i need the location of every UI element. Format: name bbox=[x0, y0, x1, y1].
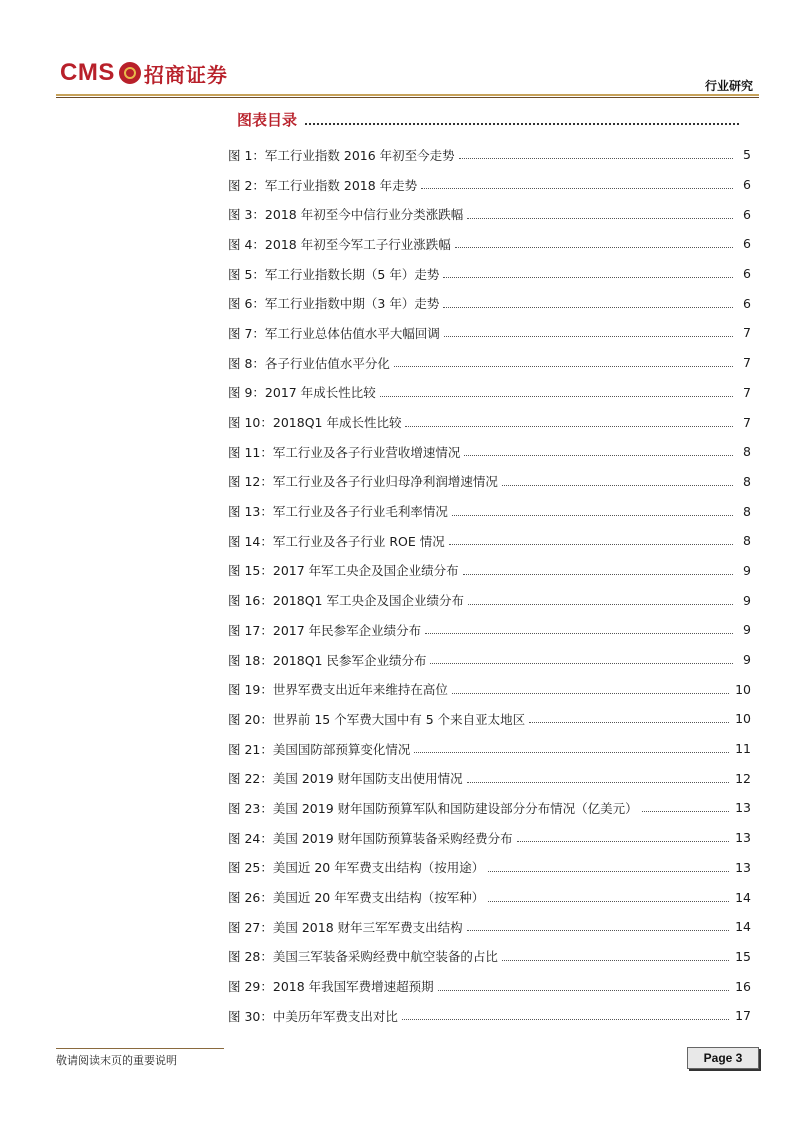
toc-entry-leader bbox=[455, 247, 733, 248]
toc-entry[interactable] bbox=[228, 526, 751, 556]
toc-entry-page: 6 bbox=[743, 206, 751, 222]
logo-emblem-icon bbox=[119, 62, 141, 84]
toc-entry-page: 13 bbox=[735, 800, 751, 816]
toc-entry-leader bbox=[443, 307, 733, 308]
toc-entry-label: 图 14：军工行业及各子行业 ROE 情况 bbox=[228, 533, 445, 549]
toc-title-leader bbox=[305, 123, 739, 125]
toc-entry[interactable] bbox=[228, 674, 751, 704]
toc-entry-leader bbox=[402, 1019, 729, 1020]
toc-entry[interactable] bbox=[228, 556, 751, 586]
toc-entry-leader bbox=[488, 901, 729, 902]
toc-entry-label: 图 28：美国三军装备采购经费中航空装备的占比 bbox=[228, 949, 498, 965]
toc-entry-page: 12 bbox=[735, 770, 751, 786]
toc-entry-page: 13 bbox=[735, 830, 751, 846]
page-number-badge: Page 3 bbox=[687, 1047, 759, 1069]
toc-entry-label: 图 2：军工行业指数 2018 年走势 bbox=[228, 177, 418, 193]
toc-entry[interactable] bbox=[228, 378, 751, 408]
toc-title: 图表目录 bbox=[237, 111, 298, 129]
toc-entry[interactable] bbox=[228, 437, 751, 467]
toc-entry-leader bbox=[467, 218, 733, 219]
toc-entry[interactable] bbox=[228, 912, 751, 942]
toc-entry-label: 图 23：美国 2019 财年国防预算军队和国防建设部分分布情况（亿美元） bbox=[228, 800, 638, 816]
toc-entry[interactable] bbox=[228, 704, 751, 734]
toc-title-row bbox=[237, 108, 739, 130]
toc-entry-label: 图 24：美国 2019 财年国防预算装备采购经费分布 bbox=[228, 830, 513, 846]
toc-entry-page: 7 bbox=[743, 384, 751, 400]
logo-latin-text: CMS bbox=[60, 59, 115, 86]
toc-entry[interactable] bbox=[228, 942, 751, 972]
toc-entry-label: 图 26：美国近 20 年军费支出结构（按军种） bbox=[228, 890, 485, 906]
toc-entry[interactable] bbox=[228, 645, 751, 675]
toc-entry[interactable] bbox=[228, 823, 751, 853]
toc-entry-leader bbox=[380, 396, 733, 397]
toc-entry[interactable] bbox=[228, 348, 751, 378]
toc-entry-page: 9 bbox=[743, 592, 751, 608]
toc-entry[interactable] bbox=[228, 734, 751, 764]
toc-entry-label: 图 3：2018 年初至今中信行业分类涨跌幅 bbox=[228, 207, 464, 223]
toc-entry-page: 7 bbox=[743, 355, 751, 371]
toc-entry-page: 13 bbox=[735, 859, 751, 875]
toc-entry-page: 8 bbox=[743, 533, 751, 549]
report-category: 行业研究 bbox=[704, 79, 753, 93]
toc-entry-label: 图 7：军工行业总体估值水平大幅回调 bbox=[228, 325, 440, 341]
toc-entry-page: 15 bbox=[735, 948, 751, 964]
toc-entry-label: 图 29：2018 年我国军费增速超预期 bbox=[228, 979, 434, 995]
toc-entry-page: 7 bbox=[743, 414, 751, 430]
toc-entry-leader bbox=[452, 693, 729, 694]
toc-entry-label: 图 19：世界军费支出近年来维持在高位 bbox=[228, 682, 448, 698]
toc-entry-leader bbox=[467, 782, 729, 783]
toc-entry-label: 图 16：2018Q1 军工央企及国企业绩分布 bbox=[228, 593, 464, 609]
toc-entry-page: 10 bbox=[735, 711, 751, 727]
toc-entry[interactable] bbox=[228, 199, 751, 229]
toc-entry-leader bbox=[425, 633, 733, 634]
toc-entry-leader bbox=[452, 515, 733, 516]
toc-entry-label: 图 5：军工行业指数长期（5 年）走势 bbox=[228, 266, 440, 282]
toc-entry-label: 图 8：各子行业估值水平分化 bbox=[228, 355, 390, 371]
toc-entry-leader bbox=[449, 544, 733, 545]
toc-entry-leader bbox=[502, 960, 729, 961]
toc-entry[interactable] bbox=[228, 467, 751, 497]
toc-entry-leader bbox=[421, 188, 733, 189]
toc-entry-page: 7 bbox=[743, 325, 751, 341]
toc-entry-label: 图 22：美国 2019 财年国防支出使用情况 bbox=[228, 771, 463, 787]
footer-disclaimer-note: 敬请阅读末页的重要说明 bbox=[56, 1054, 177, 1067]
toc-entry[interactable] bbox=[228, 496, 751, 526]
toc-entry-leader bbox=[394, 366, 733, 367]
toc-entry-leader bbox=[529, 722, 729, 723]
toc-entry-leader bbox=[438, 990, 729, 991]
toc-entry-page: 9 bbox=[743, 652, 751, 668]
toc-entry-label: 图 9：2017 年成长性比较 bbox=[228, 385, 376, 401]
toc-entry[interactable] bbox=[228, 793, 751, 823]
toc-entry-page: 6 bbox=[743, 236, 751, 252]
toc-entry-page: 5 bbox=[743, 147, 751, 163]
toc-entry-page: 6 bbox=[743, 266, 751, 282]
toc-entry[interactable] bbox=[228, 170, 751, 200]
toc-entry-leader bbox=[414, 752, 729, 753]
toc-entry-page: 16 bbox=[735, 978, 751, 994]
toc-entry-label: 图 10：2018Q1 年成长性比较 bbox=[228, 415, 402, 431]
footer-rule bbox=[56, 1048, 224, 1049]
toc-entry-leader bbox=[464, 455, 733, 456]
toc-entry[interactable] bbox=[228, 140, 751, 170]
toc-entry-leader bbox=[430, 663, 733, 664]
toc-entry[interactable] bbox=[228, 318, 751, 348]
toc-entry-label: 图 12：军工行业及各子行业归母净利润增速情况 bbox=[228, 474, 498, 490]
toc-entry-page: 11 bbox=[735, 741, 751, 757]
toc-entry-label: 图 17：2017 年民参军企业绩分布 bbox=[228, 622, 422, 638]
toc-entry-page: 6 bbox=[743, 177, 751, 193]
toc-entry[interactable] bbox=[228, 288, 751, 318]
toc-entry-leader bbox=[517, 841, 729, 842]
toc-entry[interactable] bbox=[228, 259, 751, 289]
toc-entry-leader bbox=[467, 930, 729, 931]
toc-entry-leader bbox=[488, 871, 729, 872]
toc-entry-label: 图 15：2017 年军工央企及国企业绩分布 bbox=[228, 563, 459, 579]
toc-entry-page: 14 bbox=[735, 919, 751, 935]
toc-entry-label: 图 4：2018 年初至今军工子行业涨跌幅 bbox=[228, 236, 451, 252]
toc-entry-leader bbox=[502, 485, 733, 486]
toc-entry-label: 图 6：军工行业指数中期（3 年）走势 bbox=[228, 296, 440, 312]
toc-entry[interactable] bbox=[228, 585, 751, 615]
toc-entry-leader bbox=[405, 426, 733, 427]
toc-entry-leader bbox=[468, 604, 733, 605]
toc-entry-page: 8 bbox=[743, 444, 751, 460]
toc-list bbox=[228, 140, 751, 1031]
toc-entry-label: 图 27：美国 2018 财年三军军费支出结构 bbox=[228, 919, 463, 935]
header-rule-secondary bbox=[56, 97, 759, 98]
toc-entry-leader bbox=[642, 811, 729, 812]
toc-entry-page: 8 bbox=[743, 503, 751, 519]
toc-entry[interactable] bbox=[228, 882, 751, 912]
toc-entry-label: 图 20：世界前 15 个军费大国中有 5 个来自亚太地区 bbox=[228, 711, 526, 727]
toc-entry-page: 6 bbox=[743, 295, 751, 311]
toc-entry-label: 图 13：军工行业及各子行业毛利率情况 bbox=[228, 504, 448, 520]
company-logo bbox=[60, 58, 228, 88]
toc-entry[interactable] bbox=[228, 407, 751, 437]
toc-entry-page: 10 bbox=[735, 681, 751, 697]
toc-entry[interactable] bbox=[228, 763, 751, 793]
toc-entry-leader bbox=[459, 158, 733, 159]
logo-chinese-text: 招商证券 bbox=[143, 62, 228, 87]
toc-entry[interactable] bbox=[228, 853, 751, 883]
toc-entry-page: 17 bbox=[735, 1008, 751, 1024]
toc-entry-page: 9 bbox=[743, 622, 751, 638]
toc-entry-label: 图 21：美国国防部预算变化情况 bbox=[228, 741, 411, 757]
toc-entry-label: 图 1：军工行业指数 2016 年初至今走势 bbox=[228, 147, 455, 163]
toc-entry-leader bbox=[443, 277, 733, 278]
toc-entry-leader bbox=[444, 336, 733, 337]
toc-entry[interactable] bbox=[228, 229, 751, 259]
toc-entry-page: 14 bbox=[735, 889, 751, 905]
toc-entry[interactable] bbox=[228, 1001, 751, 1031]
toc-entry-page: 8 bbox=[743, 473, 751, 489]
toc-entry-leader bbox=[463, 574, 733, 575]
header-rule bbox=[56, 94, 759, 96]
toc-entry-label: 图 11：军工行业及各子行业营收增速情况 bbox=[228, 444, 461, 460]
toc-entry-label: 图 25：美国近 20 年军费支出结构（按用途） bbox=[228, 860, 485, 876]
toc-entry[interactable] bbox=[228, 615, 751, 645]
toc-entry-page: 9 bbox=[743, 562, 751, 578]
toc-entry-label: 图 18：2018Q1 民参军企业绩分布 bbox=[228, 652, 427, 668]
toc-entry[interactable] bbox=[228, 971, 751, 1001]
toc-entry-label: 图 30：中美历年军费支出对比 bbox=[228, 1008, 398, 1024]
